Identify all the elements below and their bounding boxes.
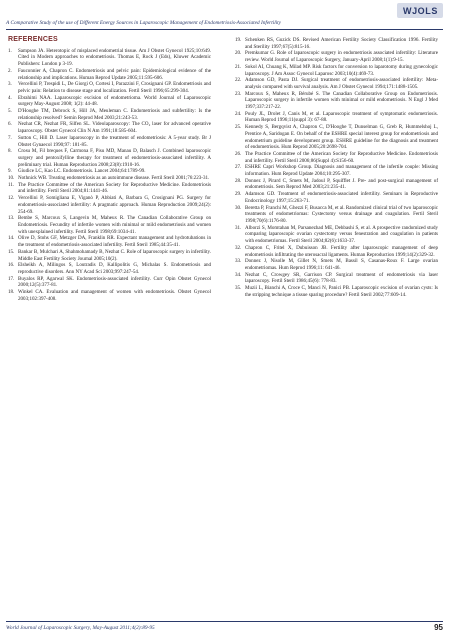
reference-number: 6.	[8, 121, 12, 128]
reference-number: 7.	[8, 134, 12, 141]
reference-text: Pouly JL, Drolet J, Canis M, et al. Laparoscopic treatment of symptomatic endometriosis. Human Reprod 1996;11(suppl 3): 67-88.	[245, 110, 438, 124]
reference-item	[8, 168, 211, 175]
reference-number: 35.	[235, 285, 242, 292]
journal-badge: WJOLS	[397, 3, 443, 18]
reference-text: Vercellini P, Trespidi L, De Giorgi O, Cortesi I, Parazzini F, Crosignani GP. Endometriosis and pelvic pain: Relation to disease stage and localization. Fertil Steril 1996;65:299-304.	[18, 81, 211, 94]
reference-number: 28.	[235, 177, 242, 184]
reference-item	[235, 77, 438, 90]
reference-item	[8, 215, 211, 235]
reference-text: Donnez J, Nisolle M, Gillet N, Smets M, Bassil S, Casanas-Roux F. Large ovarian endometriomas. Hum Reprod 1996;11: 641-46.	[245, 258, 438, 271]
reference-number: 21.	[235, 63, 242, 70]
reference-number: 20.	[235, 50, 242, 57]
reference-text: Elsheikh A, Milingos S, Loutradis D, Kallipolitis G, Michalas S. Endometriosis and reproductive disorders. Ann NY Acad Sci 2003;997:247-54.	[18, 262, 211, 275]
reference-number: 5.	[8, 108, 12, 115]
reference-item	[235, 124, 438, 151]
reference-item	[8, 276, 211, 289]
reference-item	[235, 37, 438, 50]
reference-item	[235, 258, 438, 271]
reference-number: 16.	[8, 262, 15, 269]
reference-number: 29.	[235, 191, 242, 198]
running-title: A Comparative Study of the use of Different Energy Sources in Laparoscopic Management of Endometriosis-Associated Infertility	[6, 20, 443, 30]
reference-text: Giudice LC, Kao LC. Endometriosis. Lancet 2004;64:1789-99.	[18, 168, 146, 175]
references-heading: REFERENCES	[8, 36, 58, 43]
reference-number: 11.	[8, 181, 15, 188]
reference-text: Bembe S, Marcoux S, Langevin M, Maheux R. The Canadian Collaborative Group on Endometriosis. Fecundity of infertile women with minimal or mild endometriosis and women with unexplained infertility. Fertil Steril 1998;69:1034-41.	[18, 215, 211, 235]
reference-text: Sutton C, Hill D. Laser laparoscopy in the treatment of endometriosis: A 5-year study. Br J Obstet Gynaecol 1990;97: 181-85.	[18, 134, 211, 148]
reference-item	[235, 272, 438, 285]
reference-text: Ebrahimi NAA. Laparoscopic excision of endometrioma. World Journal of Laparoscopic surgery May-August 2008; 1(2): 44-48.	[18, 94, 211, 108]
reference-text: Sampson JA. Heterotopic of misplaced endometrial tissue. Am J Obstet Gynecol 1925;10:649. Cited in Modern approaches to endometriosis. Thomas E, Rock J (Eds), Kluwer Academic Publishers: London p 3-19.	[18, 47, 211, 68]
reference-number: 13.	[8, 215, 15, 222]
reference-number: 22.	[235, 77, 242, 84]
reference-number: 25.	[235, 124, 242, 131]
reference-number: 17.	[8, 275, 15, 282]
reference-number: 34.	[235, 271, 242, 278]
reference-number: 19.	[235, 37, 242, 43]
reference-number: 3.	[8, 81, 12, 88]
reference-text: Nothnick WB. Treating endometriosis as an autoimmune disease. Fertil Steril 2001;76:223-31.	[18, 175, 210, 182]
reference-item	[235, 50, 438, 63]
reference-number: 12.	[8, 195, 15, 202]
reference-item	[235, 178, 438, 191]
reference-number: 23.	[235, 90, 242, 97]
reference-item	[235, 245, 438, 258]
reference-text: The Practice Committee of the American Society for Reproductive Medicine. Endometriosis and infertility. Fertil Steril 2004;81:1441-46.	[18, 181, 211, 195]
reference-number: 4.	[8, 94, 12, 101]
reference-item	[235, 91, 438, 111]
reference-text: Bankar B, Mulchari A, Shahmohamady B, Nezhat C. Role of laparoscopic surgery in infertility. Middle East Fertility Society Journal 2005;10(2).	[18, 248, 212, 262]
reference-list-left	[8, 48, 211, 303]
reference-number: 8.	[8, 148, 12, 155]
reference-item	[8, 289, 211, 302]
reference-text: Donnez J, Pirard C, Smets M, Jadoul P, Squifflet J. Pre- and post-surgical management of endometriosis. Sem Reprod Med 2003;21:235-41.	[245, 177, 438, 191]
reference-number: 1.	[8, 47, 12, 54]
reference-text: Beretta P, Franchi M, Ghezzi F, Busacca M, et al. Randomized clinical trial of two laparoscopic treatments of endometriomas: Cystectomy versus drainage and coagulation. Fertil Steril 1998;70(6):1176-80.	[245, 204, 439, 224]
reference-text: Winkel CA. Evaluation and management of women with endometriosis. Obstet Gynecol 2003;102:397-408.	[18, 289, 211, 302]
reference-text: Olive D, Stohs GF, Metzger DA, Franklin RR. Expectant management and hydrotubations in the treatment of endometriosis-associated infertility. Fertil Steril 1985;44:35-41.	[18, 235, 211, 249]
reference-item	[8, 121, 211, 134]
footer-citation: World Journal of Laparoscopic Surgery, May-August 2011;4(2):89-95	[6, 621, 443, 631]
reference-text: Schenken RS, Guzick DS. Revised American Fertility Society Classification 1996. Fertility and Sterility 1997;67(5):815-16.	[245, 37, 438, 50]
reference-text: Premkumar G. Role of laparoscopic surgery in endometriosis associated infertility: Literature review. World Journal of Laparoscopic Surgery, January-April 2008;1(1):9-15.	[245, 50, 438, 64]
reference-item	[235, 205, 438, 225]
reference-item	[8, 182, 211, 195]
reference-item	[235, 151, 438, 164]
reference-item	[8, 95, 211, 108]
reference-text: Fauconnier A, Chapron C. Endometriosis and pelvic pain: Epidemiological evidence of the relationship and implications. Human Reprod Update 2005;11:595-606.	[18, 67, 211, 81]
reference-text: Nezhat CR, Nezhat FR, Silfen SL. Videolaparoscopy: The CO₂ laser for advanced operative laparoscopy. Obstet Gynecol Clin N Am 1991;18:585-604.	[18, 121, 211, 135]
reference-item	[235, 285, 438, 298]
reference-number: 24.	[235, 110, 242, 117]
reference-item	[8, 108, 211, 121]
reference-number: 27.	[235, 164, 242, 171]
references-column-right	[235, 37, 438, 298]
reference-number: 2.	[8, 67, 12, 74]
reference-text: ESHRE Capri Workshop Group. Diagnosis and management of the infertile couple: Missing information. Hum Reprod Update 2004;10:295-307.	[245, 164, 438, 178]
reference-text: Buyalos RP, Agarwal SK. Endometriosis-associated infertility. Curr Opin Obstet Gynecol 2000;12(5):377-81.	[18, 275, 211, 289]
reference-item	[235, 64, 438, 77]
reference-item	[235, 225, 438, 245]
reference-text: Marcoux S, Maheux R, Bérubé S. The Canadian Collaborative Group on Endometriosis. Laparoscopic surgery in infertile women with minimal or mild endometriosis. N Engl J Med 1997;337:217-22.	[245, 90, 438, 111]
page-number: 95	[434, 623, 443, 632]
reference-item	[8, 235, 211, 248]
reference-text: Muzii L, Bianchi A, Croce C, Manci N, Panici PB. Laparoscopic excision of ovarian cysts: Is the stripping technique a tissue sparing procedure? Fertil Steril 2002;77:609-14.	[245, 285, 438, 298]
reference-item	[235, 111, 438, 124]
reference-number: 33.	[235, 258, 242, 265]
reference-text: Nezhat C, Crowgey SR, Garrison CP. Surgical treatment of endometriosis via laser laparoscopy. Fertil Steril 1986;45(6): 778-83.	[245, 271, 438, 285]
reference-item	[8, 249, 211, 262]
reference-number: 31.	[235, 224, 242, 231]
reference-number: 26.	[235, 150, 242, 157]
reference-text: Alborzi S, Momtahan M, Parsanezhad ME, Dehbashi S, et al. A prospective randomized study comparing laparoscopic ovarian cystectomy versus fenestration and coagulation in patients with endometriomas. Fertil Steril 2004;82(6):1633-37.	[245, 224, 438, 245]
reference-number: 30.	[235, 204, 242, 211]
reference-text: Chapron C, Fritel X, Dubuisson JB. Fertility after laparoscopic management of deep endometriosis infiltrating the uterosacral ligaments. Human Reproduction 1999;14(2):329-32.	[245, 244, 438, 258]
reference-text: Adamson GD, Pasta DJ. Surgical treatment of endometriosis-associated infertility: Meta-analysis compared with survival analysis. Am J Obstet Gynecol 1994;171:1488-1505.	[245, 77, 438, 90]
reference-item	[8, 135, 211, 148]
reference-text: Adamson GD. Treatment of endometriosis-associated infertility. Seminars in Reproductive Endocrinology 1997;15:263-71.	[245, 191, 438, 204]
reference-item	[8, 81, 211, 94]
reference-number: 18.	[8, 289, 15, 296]
reference-text: Vercellini P, Somigliana E, Viganò P, Abbiati A, Barbara G, Crosignani PG. Surgery for endometriosis-associated infertility: A pragmatic approach. Human Reproduction 2009;24(2): 254-69.	[18, 195, 211, 215]
reference-number: 14.	[8, 235, 15, 242]
reference-item	[8, 262, 211, 275]
reference-item	[235, 191, 438, 204]
reference-number: 10.	[8, 175, 15, 182]
reference-item	[8, 48, 211, 68]
reference-item	[8, 148, 211, 168]
reference-item	[8, 195, 211, 215]
reference-number: 32.	[235, 244, 242, 251]
references-column-left	[8, 37, 211, 302]
reference-item	[8, 68, 211, 81]
reference-number: 9.	[8, 168, 12, 175]
reference-item	[235, 164, 438, 177]
reference-item	[8, 175, 211, 182]
reference-number: 15.	[8, 248, 15, 255]
reference-text: The Practice Committee of the American Society for Reproductive Medicine. Endometriosis and infertility. Fertil Steril 2006;86(Suppl 4):S156-60.	[245, 150, 438, 164]
reference-text: D'Hooghe TM, Debrock S, Hill JA, Meuleman C. Endometriosis and subfertility: Is the relationship resolved? Semin Reprod Med 2003;21:243-53.	[18, 108, 211, 121]
reference-text: Kennedy S, Bergqvist A, Chapron C, D'Hooghe T, Dunselman G, Greb R, Hummelshoj L, Prentice A, Saridogan E. On behalf of the ESHRE special interest group for endometriosis and endometrium guideline development group. ESHRE guideline for the diagnosis and treatment of endometriosis. Hum Reprod 2005;20:2698-704.	[245, 124, 438, 151]
reference-text: Crosu M, Fil breques F, Carmona F, Pisu MD, Manau D, Balasch J. Combined laparoscopic surgery and pentoxifylline therapy for treatment of endometriosis-associated infertility. A preliminary trial. Human Reproduction 2008;23(8):1910-16.	[18, 148, 211, 168]
reference-list-right	[235, 37, 438, 298]
reference-text: Sokol AI, Chuang K, Milad MP. Risk factors for conversion to laparotomy during gynecologic laparoscopy. J Am Assoc Gynecol Laparosc 2003;10(4):469-73.	[245, 63, 438, 77]
